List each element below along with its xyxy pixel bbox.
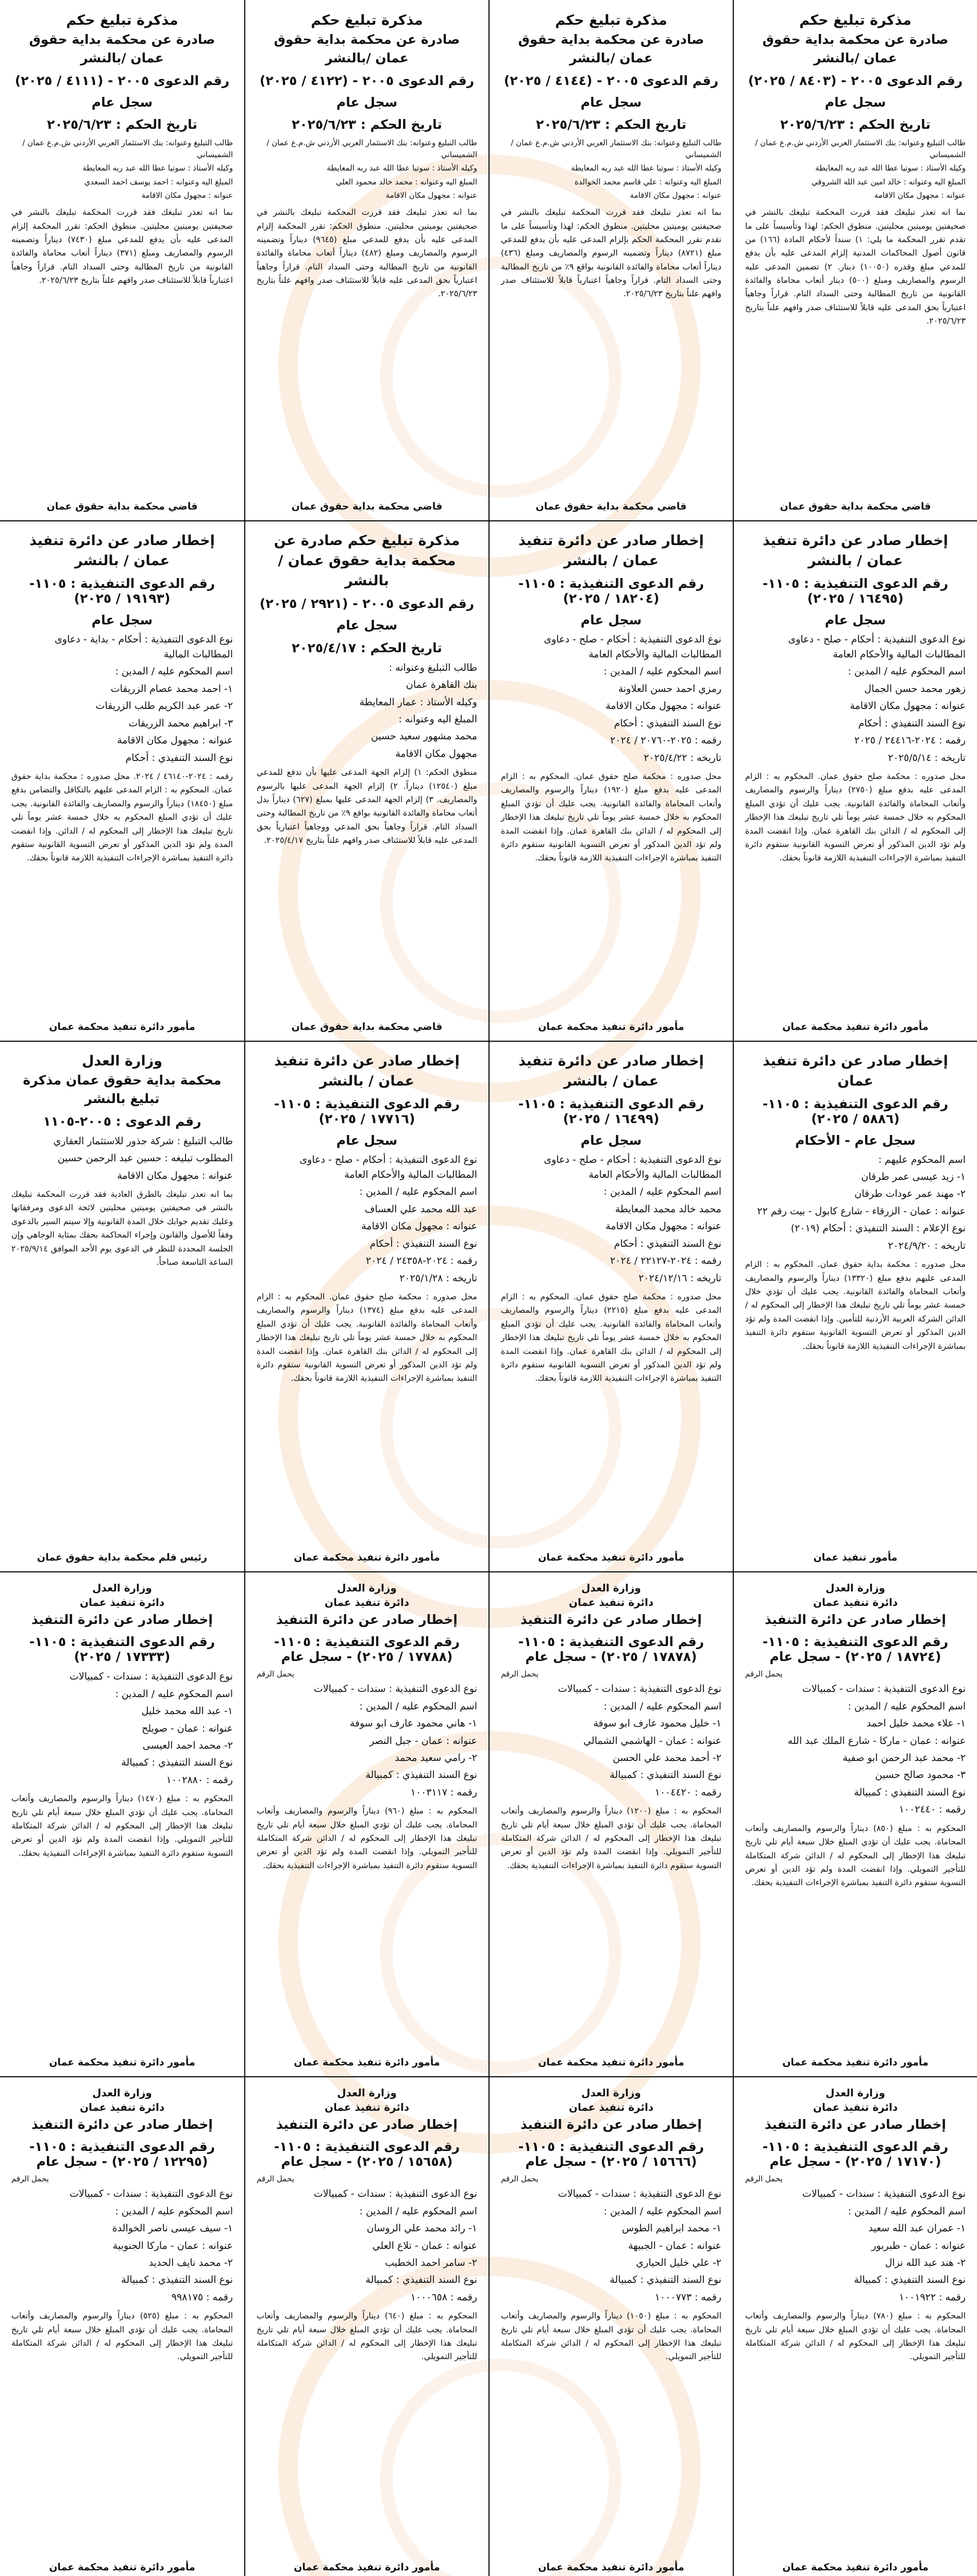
notice-line: وكيله الأستاذ : عمار المعايطة bbox=[359, 696, 477, 708]
department-name: دائرة تنفيذ عمان bbox=[79, 2101, 165, 2113]
notice-line: نوع الدعوى التنفيذية : سندات - كمبيالات bbox=[802, 2188, 966, 2200]
notice-line: نوع السند التنفيذي : كمبيالة bbox=[610, 2274, 721, 2286]
judgment-date: تاريخ الحكم : ٢٠٢٥/٦/٢٣ bbox=[292, 116, 442, 132]
stamp-label: يحمل الرقم bbox=[745, 2174, 783, 2184]
signature: قاضي محكمة بداية حقوق عمان bbox=[780, 501, 931, 512]
notice-line: عنوانه : عمان - ماركا - شارع الملك عبد الله bbox=[787, 1735, 966, 1747]
notice-title: إخطار صادر عن دائرة تنفيذ عمان / بالنشر bbox=[518, 1053, 704, 1090]
department-name: دائرة تنفيذ عمان bbox=[79, 1596, 165, 1608]
notice-line: عنوانه : مجهول مكان الاقامة bbox=[117, 735, 233, 747]
notice-line: ١- رائد محمد علي الروسان bbox=[366, 2223, 477, 2234]
notice-line: ٢- سامر احمد الخطيب bbox=[385, 2257, 477, 2268]
notice-line: عنوانه : عمان - الهاشمي الشمالي bbox=[583, 1735, 721, 1747]
notice-column bbox=[0, 2076, 244, 2576]
notice-line: مجهول مكان الاقامة bbox=[395, 748, 477, 759]
stamp-label: يحمل الرقم bbox=[11, 2174, 49, 2184]
notice-line: اسم المحكوم عليه / المدين : bbox=[603, 2205, 721, 2217]
notice-row bbox=[0, 2076, 977, 2576]
signature: مأمور دائرة تنفيذ محكمة عمان bbox=[49, 1021, 195, 1032]
notice-title: إخطار صادر عن دائرة التنفيذ bbox=[765, 2117, 946, 2132]
department-name: دائرة تنفيذ عمان bbox=[324, 2101, 410, 2113]
notice-line: ١- عبد الله محمد خليل bbox=[141, 1705, 233, 1717]
notice-title: إخطار صادر عن دائرة تنفيذ عمان / بالنشر bbox=[29, 533, 215, 569]
notice-line: المبلغ اليه وعنوانه : علي قاسم محمد الخوالدة bbox=[574, 177, 721, 187]
notice-subtitle: صادرة عن محكمة بداية حقوق عمان /بالنشر bbox=[762, 32, 949, 66]
notice-body: رقمه : ٢٠٢٤-٤٦١٤٠ / ٢٠٢٤. محل صدوره : محكمة بداية حقوق عمان. المحكوم به : الزام المدعى عليهم بالتكافل والتضامن بدفع مبلغ (١٨٤٥٠) ديناراً والرسوم والمصاريف والفائدة القانونية. يجب عليك أن تؤدي المبلغ المحكوم به خلال خمسة عشر يوماً تلي تاريخ تبليغك هذا الإخطار إلى المحكوم له / الدائن. وإذا انقضت المدة ولم تؤد الدين المذكور أو تعرض التسوية القانونية ستقوم دائرة التنفيذ بمباشرة الإجراءات التنفيذية اللازمة قانوناً بحقك. bbox=[11, 771, 233, 863]
case-number: رقم الدعوى ٢٠٠٥ - (٨٤٠٣ / ٢٠٢٥) bbox=[748, 73, 963, 88]
judgment-date: تاريخ الحكم : ٢٠٢٥/٦/٢٣ bbox=[47, 116, 197, 132]
notice-line: رقمه : ١٠٠٤٤٢٠ bbox=[654, 1786, 721, 1798]
department-name: دائرة تنفيذ عمان bbox=[568, 2101, 654, 2113]
notice-line: ١- هاني محمود عارف ابو سوفة bbox=[349, 1718, 477, 1730]
notice-line: ٢- عمر عبد الكريم طلب الزريقات bbox=[95, 700, 233, 712]
notice-line: نوع الدعوى التنفيذية : سندات - كمبيالات bbox=[69, 1671, 233, 1683]
notice-line: اسم المحكوم عليه / المدين : bbox=[115, 1688, 233, 1700]
case-number: رقم الدعوى التنفيذية : ١١٠٥-(١٧٧٨٨ / ٢٠٢٥) - سجل عام bbox=[274, 1634, 460, 1665]
case-number: رقم الدعوى التنفيذية : ١١٠٥-(١٦٤٩٩ / ٢٠٢٥) bbox=[518, 1096, 704, 1127]
notice-line: رقمه : ١٠٠٢٤٤٠ bbox=[899, 1804, 966, 1816]
notice-line: نوع الدعوى التنفيذية : أحكام - صلح - دعاوى المطالبات المالية والأحكام العامة bbox=[544, 1154, 721, 1180]
signature: مأمور دائرة تنفيذ محكمة عمان bbox=[782, 2562, 929, 2573]
signature: مأمور دائرة تنفيذ محكمة عمان bbox=[49, 2562, 195, 2573]
notice-body: بما انه تعذر تبليغك فقد قررت المحكمة تبليغك بالنشر في صحيفتين يوميتين محليتين. منطوق الحكم: تقرر المحكمة إلزام المدعى عليه بأن يدفع للمدعي مبلغ (٩٦٤٥) ديناراً وتضمينه الرسوم والمصاريف ومبلغ (٤٨٢) ديناراً أتعاب محاماة والفائدة القانونية من تاريخ المطالبة وحتى السداد التام. قراراً وجاهياً اعتبارياً بحق المدعى عليه قابلاً للاستئناف صدر وافهم علناً بتاريخ ٢٠٢٥/٦/٢٣. bbox=[257, 207, 478, 299]
notice-row bbox=[0, 1041, 977, 1572]
notice-line: وكيله الأستاذ : سوتيا عطا الله عبد ربه المعايطة bbox=[571, 163, 721, 173]
signature: قاضي محكمة بداية حقوق عمان bbox=[291, 501, 443, 512]
notice-line: نوع الدعوى التنفيذية : سندات - كمبيالات bbox=[802, 1683, 966, 1695]
case-number: رقم الدعوى التنفيذية : ١١٠٥-(١٨٧٢٤ / ٢٠٢٥) - سجل عام bbox=[762, 1634, 949, 1665]
ministry-name: وزارة العدل bbox=[92, 1582, 152, 1594]
notice-line: محمد خالد محمد المعايطة bbox=[615, 1203, 721, 1215]
parties-text: طالب التبليغ وعنوانه: بنك الاستثمار العربي الأردني ش.م.ع عمان / الشميساني bbox=[755, 138, 966, 160]
notice-line: رقمه : ٢٠٢٤-٢٤٤١٦ / ٢٠٢٥ bbox=[854, 735, 966, 747]
notice-line: ٢- محمد احمد العيسى bbox=[142, 1740, 233, 1751]
notice-body: منطوق الحكم: ١) إلزام الجهة المدعى عليها بأن تدفع للمدعي مبلغ (١٢٥٤٠) ديناراً. ٢) إلزام الجهة المدعى عليها بالرسوم والمصاريف. ٣) إلزام الجهة المدعى عليها بمبلغ (٦٢٧) ديناراً بدل أتعاب محاماة والفائدة القانونية بواقع ٩٪ من تاريخ المطالبة وحتى السداد التام. قراراً وجاهياً بحق المدعي ووجاهياً اعتبارياً بحق المدعى عليه قابلاً للاستئناف صدر وافهم علناً بتاريخ ٢٠٢٥/٤/١٧. bbox=[257, 767, 478, 845]
stamp-label: يحمل الرقم bbox=[257, 1669, 294, 1679]
notice-line: نوع الدعوى التنفيذية : سندات - كمبيالات bbox=[69, 2188, 233, 2200]
case-number: رقم الدعوى التنفيذية : ١١٠٥-(١٦٤٩٥ / ٢٠٢٥) bbox=[762, 576, 949, 606]
notice-line: عنوانه : عمان - الجبيهة bbox=[628, 2240, 721, 2251]
notice-column bbox=[244, 520, 488, 1041]
notice-line: اسم المحكوم عليه / المدين : bbox=[359, 2205, 477, 2217]
notice-line: ١- احمد محمد عصام الزريقات bbox=[110, 683, 233, 694]
notice-line: عنوانه : عمان - تلاع العلي bbox=[372, 2240, 477, 2251]
notice-line: ٢- هند عبد الله نزال bbox=[885, 2257, 966, 2268]
notice-line: ١- عمران عبد الله سعيد bbox=[868, 2223, 966, 2234]
notice-column bbox=[733, 2076, 977, 2576]
notice-title: إخطار صادر عن دائرة تنفيذ عمان bbox=[763, 1053, 948, 1090]
notice-line: اسم المحكوم عليه / المدين : bbox=[603, 1186, 721, 1198]
case-number: رقم الدعوى التنفيذية : ١١٠٥-(١٧٨٧٨ / ٢٠٢٥) - سجل عام bbox=[518, 1634, 704, 1665]
notice-title: مذكرة تبليغ حكم bbox=[311, 12, 423, 28]
notice-line: ٢- محمد عبد الرحمن ابو صفية bbox=[843, 1752, 966, 1764]
notice-line: عنوانه : مجهول مكان الاقامة bbox=[605, 700, 721, 712]
notice-line: اسم المحكوم عليهم : bbox=[878, 1154, 966, 1165]
notice-body: بما انه تعذر تبليغك فقد قررت المحكمة تبليغك بالنشر في صحيفتين يوميتين محليتين. منطوق الحكم: لهذا وتأسيساً على ما تقدم تقرر المحكمة الحكم بإلزام المدعى عليه بأن يدفع للمدعي مبلغ (٨٧٢١) ديناراً وتضمينه الرسوم والمصاريف ومبلغ (٤٣٦) ديناراً أتعاب محاماة والفائدة القانونية بواقع ٩٪ من تاريخ المطالبة وحتى السداد التام. قراراً وجاهياً اعتبارياً قابلاً للاستئناف صدر وافهم علناً بتاريخ ٢٠٢٥/٦/٢٣. bbox=[501, 207, 721, 299]
case-number: رقم الدعوى التنفيذية : ١١٠٥-(١٢٢٩٥ / ٢٠٢٥) - سجل عام bbox=[29, 2139, 215, 2170]
stamp-label: يحمل الرقم bbox=[501, 2174, 538, 2184]
notice-line: المبلغ اليه وعنوانه : bbox=[398, 713, 477, 725]
notice-body: المحكوم به : مبلغ (٧٨٠) ديناراً والرسوم والمصاريف وأتعاب المحاماة. يجب عليك أن تؤدي المبلغ خلال سبعة أيام تلي تاريخ تبليغك هذا الإخطار إلى المحكوم له / الدائن شركة المتكاملة للتأجير التمويلي. bbox=[745, 2311, 966, 2362]
signature: مأمور دائرة تنفيذ محكمة عمان bbox=[538, 2562, 684, 2573]
notice-line: نوع السند التنفيذي : أحكام bbox=[369, 1238, 477, 1249]
case-number: رقم الدعوى : ٢٠٠٥-١١٠٥ bbox=[43, 1113, 201, 1129]
notice-subtitle: محكمة بداية حقوق عمان مذكرة تبليغ بالنشر bbox=[23, 1073, 222, 1107]
notice-line: نوع السند التنفيذي : كمبيالة bbox=[854, 1786, 966, 1798]
notice-line: اسم المحكوم عليه / المدين : bbox=[359, 1700, 477, 1712]
notice-line: طالب التبليغ : شركة جذور للاستثمار العقاري bbox=[53, 1135, 233, 1147]
notice-column bbox=[488, 520, 733, 1041]
notice-line: رقمه : ٢٠٢٥-٢٠٧٦٠ / ٢٠٢٤ bbox=[610, 735, 721, 747]
stamp-label: يحمل الرقم bbox=[501, 1669, 538, 1679]
notice-line: رقمه : ١٠٠٣١١٧ bbox=[410, 1786, 477, 1798]
notice-column bbox=[0, 0, 244, 520]
notice-column bbox=[488, 2076, 733, 2576]
notice-line: نوع السند التنفيذي : كمبيالة bbox=[854, 2274, 966, 2286]
judgment-date: تاريخ الحكم : ٢٠٢٥/٦/٢٣ bbox=[780, 116, 931, 132]
ministry-name: وزارة العدل bbox=[826, 2087, 885, 2099]
notice-subtitle: صادرة عن محكمة بداية حقوق عمان /بالنشر bbox=[274, 32, 460, 66]
notice-column bbox=[244, 1571, 488, 2076]
notice-column bbox=[488, 0, 733, 520]
notice-line: تاريخه : ٢٠٢٥/٥/١٤ bbox=[888, 752, 966, 764]
notice-title: وزارة العدل bbox=[81, 1053, 163, 1069]
register-type: سجل عام - الأحكام bbox=[795, 1133, 916, 1148]
notice-title: إخطار صادر عن دائرة تنفيذ عمان / بالنشر bbox=[518, 533, 704, 569]
notice-line: ٣- محمود صالح حسين bbox=[875, 1769, 966, 1781]
case-number: رقم الدعوى التنفيذية : ١١٠٥-(١٥٦٦٦ / ٢٠٢٥) - سجل عام bbox=[518, 2139, 704, 2170]
notice-line: نوع الدعوى التنفيذية : أحكام - بداية - دعاوى المطالبات المالية bbox=[55, 633, 233, 660]
notice-line: رقمه : ١٠٠١٩٢٢ bbox=[899, 2291, 966, 2303]
signature: قاضي محكمة بداية حقوق عمان bbox=[535, 501, 687, 512]
notice-body: المحكوم به : مبلغ (٦٤٠) ديناراً والرسوم والمصاريف وأتعاب المحاماة. يجب عليك أن تؤدي المبلغ خلال سبعة أيام تلي تاريخ تبليغك هذا الإخطار إلى المحكوم له / الدائن شركة المتكاملة للتأجير التمويلي. bbox=[257, 2311, 477, 2362]
register-type: سجل عام bbox=[824, 94, 886, 110]
case-number: رقم الدعوى التنفيذية : ١١٠٥-(١٥٦٥٨ / ٢٠٢٥) - سجل عام bbox=[274, 2139, 460, 2170]
notice-line: نوع السند التنفيذي : كمبيالة bbox=[365, 2274, 477, 2286]
department-name: دائرة تنفيذ عمان bbox=[568, 1596, 654, 1608]
parties-text: طالب التبليغ وعنوانه: بنك الاستثمار العربي الأردني ش.م.ع عمان / الشميساني bbox=[266, 138, 477, 160]
signature: رئيس قلم محكمة بداية حقوق عمان bbox=[37, 1552, 208, 1563]
notice-line: عنوانه : مجهول مكان الاقامة bbox=[385, 190, 477, 200]
signature: قاضي محكمة بداية حقوق عمان bbox=[46, 501, 198, 512]
notice-line: ٢- مهند عمر عودات طرقان bbox=[854, 1188, 966, 1200]
notice-line: رقمه : ١٠٠٠٧٧٣ bbox=[654, 2291, 721, 2303]
notice-body: محل صدوره : محكمة بداية حقوق عمان. المحكوم به : الزام المدعى عليهم بدفع مبلغ (١٣٣٢٠) ديناراً والرسوم والمصاريف وأتعاب المحاماة والفائدة القانونية. يجب عليك أن تؤدي خلال خمسة عشر يوماً تلي تاريخ تبليغك هذا الإخطار إلى المحكوم له / الدائن الشركة العربية الأردنية للتأمين. وإذا انقضت المدة ولم تؤد الدين المذكور أو تعرض التسوية القانونية ستقوم دائرة التنفيذ بمباشرة الإجراءات التنفيذية اللازمة قانوناً بحقك. bbox=[745, 1259, 966, 1351]
notice-title: إخطار صادر عن دائرة التنفيذ bbox=[520, 1612, 702, 1627]
notice-line: نوع السند التنفيذي : كمبيالة bbox=[365, 1769, 477, 1781]
notice-line: عنوانه : عمان - صويلح bbox=[142, 1722, 233, 1734]
notice-title: مذكرة تبليغ حكم صادرة عن محكمة بداية حقوق عمان /بالنشر bbox=[274, 533, 460, 589]
notice-row bbox=[0, 520, 977, 1042]
register-type: سجل عام bbox=[91, 94, 153, 110]
notice-column bbox=[488, 1571, 733, 2076]
notice-column bbox=[0, 1041, 244, 1571]
notice-line: اسم المحكوم عليه / المدين : bbox=[115, 666, 233, 677]
notice-line: نوع السند التنفيذي : كمبيالة bbox=[121, 2274, 233, 2286]
notice-column bbox=[244, 0, 488, 520]
notice-line: ١- علاء محمد خليل احمد bbox=[866, 1718, 966, 1730]
signature: مأمور دائرة تنفيذ محكمة عمان bbox=[538, 1552, 684, 1563]
notice-line: نوع الدعوى التنفيذية : أحكام - صلح - دعاوى المطالبات المالية والأحكام العامة bbox=[544, 633, 721, 660]
notice-line: المبلغ اليه وعنوانه : احمد يوسف احمد السعدي bbox=[84, 177, 233, 187]
department-name: دائرة تنفيذ عمان bbox=[813, 1596, 898, 1608]
notice-line: عنوانه : مجهول مكان الاقامة bbox=[850, 700, 966, 712]
notice-line: اسم المحكوم عليه / المدين : bbox=[603, 1700, 721, 1712]
notice-line: ١- محمد ابراهيم الطوس bbox=[622, 2223, 721, 2234]
notice-line: عنوانه : مجهول مكان الاقامة bbox=[361, 1221, 477, 1232]
ministry-name: وزارة العدل bbox=[92, 2087, 152, 2099]
notice-column bbox=[488, 1041, 733, 1571]
notice-column bbox=[733, 520, 977, 1041]
notice-body: محل صدوره : محكمة صلح حقوق عمان. المحكوم به : الزام المدعى عليه بدفع مبلغ (١٣٧٤) ديناراً والرسوم والمصاريف وأتعاب المحاماة والفائدة القانونية. يجب عليك أن تؤدي المبلغ المحكوم به خلال خمسة عشر يوماً تلي تاريخ تبليغك هذا الإخطار إلى المحكوم له / الدائن بنك القاهرة عمان. وإذا انقضت المدة ولم تؤد الدين المذكور أو تعرض التسوية القانونية ستقوم دائرة التنفيذ بمباشرة الإجراءات التنفيذية اللازمة قانوناً بحقك. bbox=[257, 1292, 477, 1383]
notice-line: وكيله الأستاذ : سوتيا عطا الله عبد ربه المعايطة bbox=[815, 163, 966, 173]
register-type: سجل عام bbox=[336, 1133, 398, 1148]
department-name: دائرة تنفيذ عمان bbox=[324, 1596, 410, 1608]
notice-line: عنوانه : مجهول مكان الاقامة bbox=[605, 1221, 721, 1232]
department-name: دائرة تنفيذ عمان bbox=[813, 2101, 898, 2113]
signature: مأمور دائرة تنفيذ محكمة عمان bbox=[538, 2057, 684, 2068]
notice-body: المحكوم به : مبلغ (٨٥٠) ديناراً والرسوم والمصاريف وأتعاب المحاماة. يجب عليك أن تؤدي المبلغ خلال سبعة أيام تلي تاريخ تبليغك هذا الإخطار إلى المحكوم له / الدائن شركة المتكاملة للتأجير التمويلي. وإذا انقضت المدة ولم تؤد الدين أو تعرض التسوية ستقوم دائرة التنفيذ بمباشرة الإجراءات التنفيذية بحقك. bbox=[745, 1823, 966, 1888]
notice-line: عنوانه : عمان - ماركا الجنوبية bbox=[112, 2240, 233, 2251]
notice-line: عنوانه : عمان - الزرقاء - شارع كابول - بيت رقم ٢٢ bbox=[757, 1205, 966, 1217]
signature: مأمور دائرة تنفيذ محكمة عمان bbox=[782, 1021, 929, 1032]
ministry-name: وزارة العدل bbox=[581, 1582, 641, 1594]
notice-body: المحكوم به : مبلغ (٥٢٥) ديناراً والرسوم والمصاريف وأتعاب المحاماة. يجب عليك أن تؤدي المبلغ خلال سبعة أيام تلي تاريخ تبليغك هذا الإخطار إلى المحكوم له / الدائن شركة المتكاملة للتأجير التمويلي. bbox=[11, 2311, 233, 2362]
notice-title: مذكرة تبليغ حكم bbox=[66, 12, 178, 28]
case-number: رقم الدعوى التنفيذية : ١١٠٥-(١٩١٩٣ / ٢٠٢٥) bbox=[29, 576, 215, 606]
notice-body: بما انه تعذر تبليغك فقد قررت المحكمة تبليغك بالنشر في صحيفتين يوميتين محليتين. منطوق الحكم: تقرر المحكمة إلزام المدعى عليه بأن يدفع للمدعي مبلغ (٧٤٣٠) ديناراً وتضمينه الرسوم والمصاريف ومبلغ (٣٧١) ديناراً أتعاب محاماة والفائدة القانونية من تاريخ المطالبة وحتى السداد التام. قراراً وجاهياً اعتبارياً قابلاً للاستئناف صدر وافهم علناً بتاريخ ٢٠٢٥/٦/٢٣. bbox=[11, 207, 233, 285]
notice-title: إخطار صادر عن دائرة تنفيذ عمان / بالنشر bbox=[274, 1053, 460, 1090]
notice-line: ٢- أحمد محمد علي الحسن bbox=[613, 1752, 721, 1764]
case-number: رقم الدعوى ٢٠٠٥ - (٤١٢٢ / ٢٠٢٥) bbox=[259, 73, 475, 88]
notice-title: إخطار صادر عن دائرة التنفيذ bbox=[276, 2117, 458, 2132]
notice-line: رقمه : ٢٠٢٤-٢٢١٢٧ / ٢٠٢٤ bbox=[610, 1255, 721, 1267]
notice-column bbox=[0, 520, 244, 1041]
notice-line: تاريخه : ٢٠٢٤/١٢/١٦ bbox=[638, 1272, 721, 1284]
register-type: سجل عام bbox=[824, 613, 886, 628]
notice-line: ١- خليل محمود عارف ابو سوفة bbox=[593, 1718, 721, 1730]
notice-line: عنوانه : مجهول مكان الاقامة bbox=[141, 190, 233, 200]
parties-text: طالب التبليغ وعنوانه: بنك الاستثمار العربي الأردني ش.م.ع عمان / الشميساني bbox=[511, 138, 721, 160]
judgment-date: تاريخ الحكم : ٢٠٢٥/٦/٢٣ bbox=[536, 116, 686, 132]
notice-line: نوع السند التنفيذي : أحكام bbox=[858, 717, 966, 729]
notice-line: ١- زيد عيسى عمر طرقان bbox=[861, 1171, 966, 1182]
notice-line: ٣- ابراهيم محمد الزريقات bbox=[128, 717, 233, 729]
signature: مأمور دائرة تنفيذ محكمة عمان bbox=[294, 2562, 440, 2573]
notice-line: نوع الدعوى التنفيذية : أحكام - صلح - دعاوى المطالبات المالية والأحكام العامة bbox=[788, 633, 966, 660]
signature: مأمور دائرة تنفيذ محكمة عمان bbox=[294, 1552, 440, 1563]
notice-column bbox=[733, 1041, 977, 1571]
notice-body: المحكوم به : مبلغ (٩٦٠) ديناراً والرسوم والمصاريف وأتعاب المحاماة. يجب عليك أن تؤدي المبلغ خلال سبعة أيام تلي تاريخ تبليغك هذا الإخطار إلى المحكوم له / الدائن شركة المتكاملة للتأجير التمويلي. وإذا انقضت المدة ولم تؤد الدين أو تعرض التسوية ستقوم دائرة التنفيذ بمباشرة الإجراءات التنفيذية بحقك. bbox=[257, 1806, 477, 1870]
notice-body: بما انه تعذر تبليغك بالطرق العادية فقد قررت المحكمة تبليغك بالنشر في صحيفتين يوميتين محليتين لائحة الدعوى ومرفقاتها وعليك تقديم جوابك خلال المدة القانونية وإلا سيتم السير بالدعوى وفقاً للأصول والقانون وإجراء المحاكمة بحقك بمثابة الوجاهي وإن الجلسة المحددة للنظر في الدعوى يوم الأحد الموافق ٢٠٢٥/٩/١٤ الساعة التاسعة صباحاً. bbox=[11, 1189, 233, 1267]
notice-line: وكيله الأستاذ : سوتيا عطا الله عبد ربه المعايطة bbox=[327, 163, 477, 173]
notice-title: مذكرة تبليغ حكم bbox=[799, 12, 912, 28]
notice-line: بنك القاهرة عمان bbox=[406, 679, 477, 691]
notice-title: إخطار صادر عن دائرة التنفيذ bbox=[31, 2117, 213, 2132]
notice-line: اسم المحكوم عليه / المدين : bbox=[848, 2205, 966, 2217]
notice-line: اسم المحكوم عليه / المدين : bbox=[603, 666, 721, 677]
notice-body: محل صدوره : محكمة صلح حقوق عمان. المحكوم به : الزام المدعى عليه بدفع مبلغ (٢٧٥٠) ديناراً والرسوم والمصاريف وأتعاب المحاماة والفائدة القانونية. يجب عليك أن تؤدي المبلغ المحكوم به خلال خمسة عشر يوماً تلي تاريخ تبليغك هذا الإخطار إلى المحكوم له / الدائن بنك القاهرة عمان. وإذا انقضت المدة ولم تؤد الدين المذكور أو تعرض التسوية القانونية ستقوم دائرة التنفيذ بمباشرة الإجراءات التنفيذية اللازمة قانوناً بحقك. bbox=[745, 771, 966, 863]
notice-line: اسم المحكوم عليه / المدين : bbox=[848, 666, 966, 677]
notice-title: إخطار صادر عن دائرة تنفيذ عمان / بالنشر bbox=[763, 533, 948, 569]
notice-body: المحكوم به : مبلغ (١٠٥٠) ديناراً والرسوم والمصاريف وأتعاب المحاماة. يجب عليك أن تؤدي المبلغ خلال سبعة أيام تلي تاريخ تبليغك هذا الإخطار إلى المحكوم له / الدائن شركة المتكاملة للتأجير التمويلي. bbox=[501, 2311, 721, 2362]
notice-body: محل صدوره : محكمة صلح حقوق عمان. المحكوم به : الزام المدعى عليه بدفع مبلغ (٢٢١٥) ديناراً والرسوم والمصاريف وأتعاب المحاماة والفائدة القانونية. يجب عليك أن تؤدي المبلغ المحكوم به خلال خمسة عشر يوماً تلي تاريخ تبليغك هذا الإخطار إلى المحكوم له / الدائن بنك القاهرة عمان. وإذا انقضت المدة ولم تؤد الدين المذكور أو تعرض التسوية القانونية ستقوم دائرة التنفيذ بمباشرة الإجراءات التنفيذية اللازمة قانوناً بحقك. bbox=[501, 1292, 721, 1383]
notice-line: نوع الدعوى التنفيذية : سندات - كمبيالات bbox=[313, 1683, 477, 1695]
notice-line: عنوانه : عمان - طبربور bbox=[871, 2240, 966, 2251]
notice-line: تاريخه : ٢٠٢٥/١/٢٨ bbox=[399, 1272, 477, 1284]
case-number: رقم الدعوى التنفيذية : ١١٠٥-(١٨٢٠٤ / ٢٠٢٥) bbox=[518, 576, 704, 606]
notice-line: نوع السند التنفيذي : أحكام bbox=[614, 717, 721, 729]
notice-line: محمد مشهور سعيد حسين bbox=[370, 731, 477, 742]
notice-line: رقمه : ٩٩٨١٧٥ bbox=[171, 2291, 233, 2303]
notice-line: رقمه : ١٠٠٠٦٥٨ bbox=[410, 2291, 477, 2303]
stamp-label: يحمل الرقم bbox=[745, 1669, 783, 1679]
notice-line: رمزي احمد حسن العلاونة bbox=[618, 683, 721, 694]
notice-line: عنوانه : عمان - جبل النصر bbox=[369, 1735, 477, 1747]
notice-title: إخطار صادر عن دائرة التنفيذ bbox=[276, 1612, 458, 1627]
case-number: رقم الدعوى ٢٠٠٥ - (٢٩٢١ / ٢٠٢٥) bbox=[259, 596, 475, 612]
notice-line: زهور محمد حسن الجمال bbox=[864, 683, 966, 694]
notice-line: ٢- محمد نايف الحديد bbox=[148, 2257, 233, 2268]
notice-line: اسم المحكوم عليه / المدين : bbox=[115, 2205, 233, 2217]
register-type: سجل عام bbox=[580, 94, 642, 110]
notice-title: مذكرة تبليغ حكم bbox=[555, 12, 667, 28]
case-number: رقم الدعوى التنفيذية : ١١٠٥-(١٧١٧٠ / ٢٠٢٥) - سجل عام bbox=[762, 2139, 949, 2170]
notice-column bbox=[244, 1041, 488, 1571]
case-number: رقم الدعوى ٢٠٠٥ - (٤١١١ / ٢٠٢٥) bbox=[14, 73, 230, 88]
notice-line: عنوانه : مجهول مكان الاقامة bbox=[630, 190, 721, 200]
notice-line: عنوانه : مجهول مكان الاقامة bbox=[874, 190, 966, 200]
notice-line: رقمه : ٢٠٢٤-٢٤٣٥٨ / ٢٠٢٤ bbox=[366, 1255, 477, 1267]
notice-body: المحكوم به : مبلغ (١٢٠٠) ديناراً والرسوم والمصاريف وأتعاب المحاماة. يجب عليك أن تؤدي المبلغ خلال سبعة أيام تلي تاريخ تبليغك هذا الإخطار إلى المحكوم له / الدائن شركة المتكاملة للتأجير التمويلي. وإذا انقضت المدة ولم تؤد الدين أو تعرض التسوية ستقوم دائرة التنفيذ بمباشرة الإجراءات التنفيذية بحقك. bbox=[501, 1806, 721, 1870]
ministry-name: وزارة العدل bbox=[581, 2087, 641, 2099]
notice-title: إخطار صادر عن دائرة التنفيذ bbox=[520, 2117, 702, 2132]
signature: مأمور دائرة تنفيذ محكمة عمان bbox=[294, 2057, 440, 2068]
case-number: رقم الدعوى التنفيذية : ١١٠٥-(١٧٧١٦ / ٢٠٢٥) bbox=[274, 1096, 460, 1127]
notice-line: ٢- رامي سعيد محمد bbox=[395, 1752, 477, 1764]
notice-line: نوع السند التنفيذي : أحكام bbox=[614, 1238, 721, 1249]
register-type: سجل عام bbox=[91, 613, 153, 628]
notice-line: ١- سيف عيسى ناصر الخوالدة bbox=[112, 2223, 233, 2234]
notice-body: محل صدوره : محكمة صلح حقوق عمان. المحكوم به : الزام المدعى عليه بدفع مبلغ (١٩٢٠) ديناراً والرسوم والمصاريف وأتعاب المحاماة والفائدة القانونية. يجب عليك أن تؤدي المبلغ المحكوم به خلال خمسة عشر يوماً تلي تاريخ تبليغك هذا الإخطار إلى المحكوم له / الدائن بنك القاهرة عمان. وإذا انقضت المدة ولم تؤد الدين المذكور أو تعرض التسوية القانونية ستقوم دائرة التنفيذ بمباشرة الإجراءات التنفيذية اللازمة قانوناً بحقك. bbox=[501, 771, 721, 863]
notice-line: نوع الدعوى التنفيذية : سندات - كمبيالات bbox=[558, 2188, 721, 2200]
signature: مأمور دائرة تنفيذ محكمة عمان bbox=[538, 1021, 684, 1032]
notice-subtitle: صادرة عن محكمة بداية حقوق عمان /بالنشر bbox=[518, 32, 704, 66]
notice-line: طالب التبليغ وعنوانه : bbox=[389, 662, 477, 673]
notice-line: نوع السند التنفيذي : أحكام bbox=[125, 752, 233, 764]
notice-line: اسم المحكوم عليه / المدين : bbox=[359, 1186, 477, 1198]
register-type: سجل عام bbox=[336, 94, 398, 110]
notice-subtitle: صادرة عن محكمة بداية حقوق عمان /بالنشر bbox=[29, 32, 215, 66]
notice-row bbox=[0, 0, 977, 521]
case-number: رقم الدعوى ٢٠٠٥ - (٤١٤٤ / ٢٠٢٥) bbox=[503, 73, 719, 88]
notice-line: اسم المحكوم عليه / المدين : bbox=[848, 1700, 966, 1712]
signature: مأمور تنفيذ عمان bbox=[813, 1552, 898, 1563]
notice-line: نوع الدعوى التنفيذية : أحكام - صلح - دعاوى المطالبات المالية والأحكام العامة bbox=[299, 1154, 477, 1180]
signature: مأمور دائرة تنفيذ محكمة عمان bbox=[49, 2057, 195, 2068]
ministry-name: وزارة العدل bbox=[826, 1582, 885, 1594]
notice-line: عنوانه : مجهول مكان الاقامة bbox=[117, 1170, 233, 1181]
notice-line: عبد الله محمد علي العساف bbox=[364, 1203, 477, 1215]
notice-row bbox=[0, 1571, 977, 2077]
notice-line: نوع الإعلام : السند التنفيذي : أحكام (٢٠١٩) bbox=[790, 1223, 966, 1234]
register-type: سجل عام bbox=[580, 1133, 642, 1148]
case-number: رقم الدعوى التنفيذية : ١١٠٥-(٥٨٨٦ / ٢٠٢٥) bbox=[762, 1096, 949, 1127]
judgment-date: تاريخ الحكم : ٢٠٢٥/٤/١٧ bbox=[292, 640, 442, 655]
notice-line: ٢- علي خليل الحياري bbox=[636, 2257, 721, 2268]
notice-body: بما انه تعذر تبليغك فقد قررت المحكمة تبليغك بالنشر في صحيفتين يوميتين محليتين. منطوق الحكم: لهذا وتأسيساً على ما تقدم تقرر المحكمة ما يلي: ١) سنداً لأحكام المادة (١٦٦) من قانون أصول المحاكمات المدنية إلزام المدعى عليه بأن يدفع للمدعي مبلغ وقدره (١٠٠٥٠) دينار. ٢) تضمين المدعى عليه الرسوم والمصاريف ومبلغ (٥٠٠) دينار أتعاب محاماة والفائدة القانونية من تاريخ المطالبة وحتى السداد التام. قراراً وجاهياً اعتبارياً بحق المدعى عليه قابلاً للاستئناف صدر وافهم علناً بتاريخ ٢٠٢٥/٦/٢٣. bbox=[745, 207, 966, 326]
notice-title: إخطار صادر عن دائرة التنفيذ bbox=[765, 1612, 946, 1627]
notice-line: المبلغ اليه وعنوانه : محمد خالد محمود العلي bbox=[335, 177, 477, 187]
notice-column bbox=[733, 0, 977, 520]
ministry-name: وزارة العدل bbox=[337, 1582, 397, 1594]
case-number: رقم الدعوى التنفيذية : ١١٠٥-(١٧٣٣٣ / ٢٠٢٥) bbox=[29, 1634, 215, 1665]
notice-column bbox=[0, 1571, 244, 2076]
signature: قاضي محكمة بداية حقوق عمان bbox=[291, 1021, 443, 1032]
notice-line: تاريخه : ٢٠٢٥/٤/٢٢ bbox=[644, 752, 721, 764]
notice-line: تاريخه : ٢٠٢٤/٩/٢٠ bbox=[888, 1240, 966, 1251]
notice-column bbox=[244, 2076, 488, 2576]
notice-title: إخطار صادر عن دائرة التنفيذ bbox=[31, 1612, 213, 1627]
register-type: سجل عام bbox=[580, 613, 642, 628]
notice-line: نوع الدعوى التنفيذية : سندات - كمبيالات bbox=[558, 1683, 721, 1695]
notice-line: المطلوب تبليغه : حسين عبد الرحمن حسين bbox=[57, 1153, 233, 1164]
signature: مأمور دائرة تنفيذ محكمة عمان bbox=[782, 2057, 929, 2068]
notice-body: المحكوم به : مبلغ (١٤٧٠) ديناراً والرسوم والمصاريف وأتعاب المحاماة. يجب عليك أن تؤدي المبلغ خلال سبعة أيام تلي تاريخ تبليغك هذا الإخطار إلى المحكوم له / الدائن شركة المتكاملة للتأجير التمويلي. وإذا انقضت المدة ولم تؤد الدين أو تعرض التسوية ستقوم دائرة التنفيذ بمباشرة الإجراءات التنفيذية بحقك. bbox=[11, 1793, 233, 1858]
ministry-name: وزارة العدل bbox=[337, 2087, 397, 2099]
notice-column bbox=[733, 1571, 977, 2076]
parties-text: طالب التبليغ وعنوانه: بنك الاستثمار العربي الأردني ش.م.ع عمان / الشميساني bbox=[22, 138, 233, 160]
notice-line: المبلغ اليه وعنوانه : خالد امين عبد الله الشروقي bbox=[811, 177, 966, 187]
notice-line: نوع السند التنفيذي : كمبيالة bbox=[121, 1757, 233, 1769]
notice-line: نوع الدعوى التنفيذية : سندات - كمبيالات bbox=[313, 2188, 477, 2200]
stamp-label: يحمل الرقم bbox=[257, 2174, 294, 2184]
register-type: سجل عام bbox=[336, 618, 398, 633]
notice-line: رقمه : ١٠٠٢٨٨٠ bbox=[166, 1774, 233, 1786]
notice-line: وكيله الأستاذ : سوتيا عطا الله عبد ربه المعايطة bbox=[82, 163, 233, 173]
notice-line: نوع السند التنفيذي : كمبيالة bbox=[610, 1769, 721, 1781]
